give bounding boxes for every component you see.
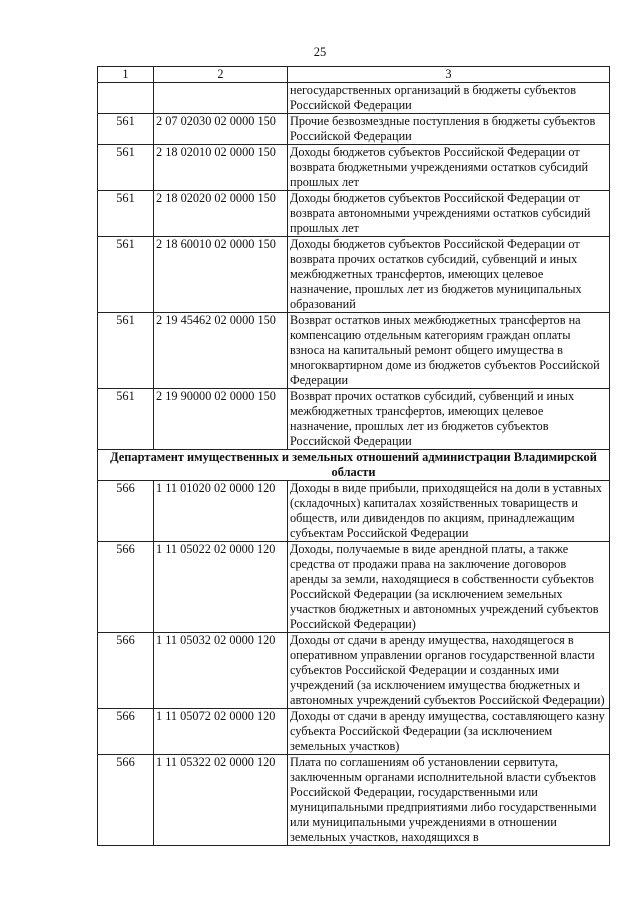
table-header-row xyxy=(98,67,610,83)
section-heading-row xyxy=(98,450,610,481)
revenue-name-cell: Доходы бюджетов субъектов Российской Федерации от возврата автономными учреждениями остатков субсидий прошлых лет xyxy=(288,191,610,237)
budget-code-cell xyxy=(154,83,288,114)
budget-code-cell: 1 11 05022 02 0000 120 xyxy=(154,542,288,633)
column-header-3: 3 xyxy=(288,67,610,83)
section-title: Департамент имущественных и земельных отношений администрации Владимирской области xyxy=(98,450,610,481)
revenue-name-cell: Доходы в виде прибыли, приходящейся на доли в уставных (складочных) капиталах хозяйственных товариществ и обществ, или дивидендов по акциям, принадлежащим субъектам Российской Федерации xyxy=(288,481,610,542)
admin-code-cell: 566 xyxy=(98,633,154,709)
admin-code-cell: 561 xyxy=(98,313,154,389)
table-row xyxy=(98,709,610,755)
table-row xyxy=(98,313,610,389)
admin-code-cell: 566 xyxy=(98,755,154,846)
budget-code-cell: 2 07 02030 02 0000 150 xyxy=(154,114,288,145)
revenue-name-cell: Доходы бюджетов субъектов Российской Федерации от возврата бюджетными учреждениями остатков субсидий прошлых лет xyxy=(288,145,610,191)
budget-code-cell: 1 11 01020 02 0000 120 xyxy=(154,481,288,542)
table-row xyxy=(98,83,610,114)
table-row xyxy=(98,542,610,633)
admin-code-cell: 566 xyxy=(98,481,154,542)
admin-code-cell xyxy=(98,83,154,114)
table-row xyxy=(98,145,610,191)
revenue-codes-table xyxy=(97,66,610,846)
table-row xyxy=(98,389,610,450)
page-number: 25 xyxy=(313,45,327,59)
revenue-name-cell: Возврат прочих остатков субсидий, субвенций и иных межбюджетных трансфертов, имеющих целевое назначение, прошлых лет из бюджетов субъектов Российской Федерации xyxy=(288,389,610,450)
revenue-name-cell: Плата по соглашениям об установлении сервитута, заключенным органами исполнительной власти субъектов Российской Федерации, государственными или муниципальными предприятиями либо государственными или муниципальными учреждениями в отношении земельных участков, находящихся в xyxy=(288,755,610,846)
table-row xyxy=(98,191,610,237)
revenue-name-cell: Возврат остатков иных межбюджетных трансфертов на компенсацию отдельным категориям граждан оплаты взноса на капитальный ремонт общего имущества в многоквартирном доме из бюджетов субъектов Российской Федерации xyxy=(288,313,610,389)
revenue-name-cell: Доходы от сдачи в аренду имущества, составляющего казну субъекта Российской Федерации (за исключением земельных участков) xyxy=(288,709,610,755)
admin-code-cell: 561 xyxy=(98,389,154,450)
admin-code-cell: 561 xyxy=(98,191,154,237)
column-header-1: 1 xyxy=(98,67,154,83)
budget-code-cell: 2 19 90000 02 0000 150 xyxy=(154,389,288,450)
column-header-2: 2 xyxy=(154,67,288,83)
budget-code-cell: 1 11 05072 02 0000 120 xyxy=(154,709,288,755)
table-row xyxy=(98,633,610,709)
admin-code-cell: 561 xyxy=(98,145,154,191)
table-row xyxy=(98,114,610,145)
table-row xyxy=(98,481,610,542)
revenue-name-cell: Доходы от сдачи в аренду имущества, находящегося в оперативном управлении органов государственной власти субъектов Российской Федерации и созданных ими учреждений (за исключением имущества бюджетных и автономных учреждений субъектов Российской Федерации) xyxy=(288,633,610,709)
table-row xyxy=(98,755,610,846)
budget-code-cell: 2 19 45462 02 0000 150 xyxy=(154,313,288,389)
budget-code-cell: 1 11 05322 02 0000 120 xyxy=(154,755,288,846)
revenue-name-cell: негосударственных организаций в бюджеты субъектов Российской Федерации xyxy=(288,83,610,114)
budget-code-cell: 1 11 05032 02 0000 120 xyxy=(154,633,288,709)
revenue-name-cell: Доходы бюджетов субъектов Российской Федерации от возврата прочих остатков субсидий, субвенций и иных межбюджетных трансфертов, имеющих целевое назначение, прошлых лет из бюджетов муниципальных образований xyxy=(288,237,610,313)
revenue-name-cell: Доходы, получаемые в виде арендной платы, а также средства от продажи права на заключение договоров аренды за земли, находящиеся в собственности субъектов Российской Федерации (за исключением земельных участков бюджетных и автономных учреждений субъектов Российской Федерации) xyxy=(288,542,610,633)
admin-code-cell: 561 xyxy=(98,237,154,313)
budget-code-cell: 2 18 02010 02 0000 150 xyxy=(154,145,288,191)
budget-code-cell: 2 18 02020 02 0000 150 xyxy=(154,191,288,237)
table-row xyxy=(98,237,610,313)
admin-code-cell: 561 xyxy=(98,114,154,145)
admin-code-cell: 566 xyxy=(98,709,154,755)
budget-code-cell: 2 18 60010 02 0000 150 xyxy=(154,237,288,313)
revenue-name-cell: Прочие безвозмездные поступления в бюджеты субъектов Российской Федерации xyxy=(288,114,610,145)
table-body xyxy=(98,83,610,846)
admin-code-cell: 566 xyxy=(98,542,154,633)
